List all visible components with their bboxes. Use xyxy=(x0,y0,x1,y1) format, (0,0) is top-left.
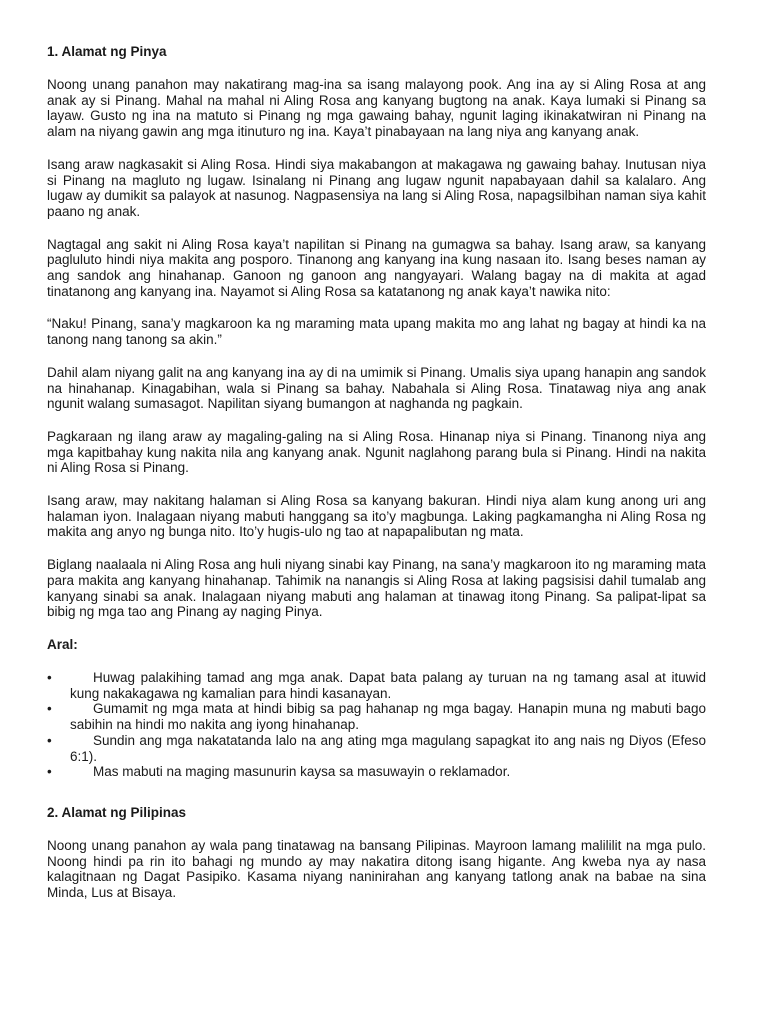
aral-item xyxy=(47,701,706,732)
aral-item xyxy=(47,733,706,764)
paragraph: Isang araw, may nakitang halaman si Aling Rosa sa kanyang bakuran. Hindi niya alam kung anong uri ang halaman iyon. Inalagaan niyang mabuti hanggang sa ito’y magbunga. Laking pagkamangha ni Aling Rosa ng makita ang anyo ng bunga nito. Ito’y hugis-ulo ng tao at napapalibutan ng mata. xyxy=(47,493,706,540)
paragraph: Pagkaraan ng ilang araw ay magaling-galing na si Aling Rosa. Hinanap niya si Pinang. Tinanong niya ang mga kapitbahay kung nakita nila ang kanyang anak. Ngunit naglahong parang bula si Pinang. Hindi na nakita ni Aling Rosa si Pinang. xyxy=(47,428,706,476)
bullet-icon: • xyxy=(47,764,52,780)
aral-text: Huwag palakihing tamad ang mga anak. Dapat bata palang ay turuan na ng tamang asal at ituwid kung nakakagawa ng kamalian para hindi kasanayan. xyxy=(70,669,706,701)
aral-item xyxy=(47,670,706,701)
aral-text: Sundin ang mga nakatatanda lalo na ang ating mga magulang sapagkat ito ang nais ng Diyos (Efeso 6:1). xyxy=(70,732,706,764)
paragraph: Noong unang panahon may nakatirang mag-ina sa isang malayong pook. Ang ina ay si Aling Rosa at ang anak ay si Pinang. Mahal na mahal ni Aling Rosa ang kanyang bugtong na anak. Kaya lumaki si Pinang sa layaw. Gusto ng ina na matuto si Pinang ng mga gawaing bahay, ngunit laging ikinakatwiran ni Pinang na alam na niyang gawin ang mga itinuturo ng ina. Kaya’t pinabayaan na lang niya ang kanyang anak. xyxy=(47,77,706,140)
aral-text: Gumamit ng mga mata at hindi bibig sa pag hahanap ng mga bagay. Hanapin muna ng mabuti bago sabihin na hindi mo nakita ang iyong hinahanap. xyxy=(70,701,706,733)
quote-paragraph: “Naku! Pinang, sana’y magkaroon ka ng maraming mata upang makita mo ang lahat ng bagay at hindi ka na tanong nang tanong sa akin.” xyxy=(47,316,706,348)
bullet-icon: • xyxy=(47,732,52,748)
paragraph: Isang araw nagkasakit si Aling Rosa. Hindi siya makabangon at makagawa ng gawaing bahay. Inutusan niya si Pinang na magluto ng lugaw. Isinalang ni Pinang ang lugaw ngunit napabayaan dahil sa kalalaro. Ang lugaw ay dumikit sa palayok at nasunog. Nagpasensiya na lang si Aling Rosa, napagsilbihan naman siya kahit paano ng anak. xyxy=(47,156,706,219)
section-title: 1. Alamat ng Pinya xyxy=(47,44,167,59)
aral-list xyxy=(47,670,706,780)
paragraph: Biglang naalaala ni Aling Rosa ang huli niyang sinabi kay Pinang, na sana’y magkaroon ito ng maraming mata para makita ang kanyang hinahanap. Tahimik na nanangis si Aling Rosa at laking pagsisisi dahil tumalab ang kanyang sinabi sa anak. Inalagaan niyang mabuti ang halaman at tinawag itong Pinang. Sa palipat-lipat sa bibig ng mga tao ang Pinang ay naging Pinya. xyxy=(47,557,706,620)
bullet-icon: • xyxy=(47,701,52,717)
paragraph: Nagtagal ang sakit ni Aling Rosa kaya’t napilitan si Pinang na gumagwa sa bahay. Isang araw, sa kanyang pagluluto hindi niya makita ang posporo. Tinanong ang kanyang ina kung nasaan ito. Isang beses naman ay ang sandok ang hinahanap. Ganoon ng ganoon ang nangyayari. Walang bagay na di makita at agad tinatanong ang kanyang ina. Nayamot si Aling Rosa sa katatanong ng anak kaya’t nawika nito: xyxy=(47,236,706,299)
aral-item xyxy=(47,764,706,780)
aral-text: Mas mabuti na maging masunurin kaysa sa masuwayin o reklamador. xyxy=(93,764,511,780)
bullet-icon: • xyxy=(47,669,52,685)
paragraph: Dahil alam niyang galit na ang kanyang ina ay di na umimik si Pinang. Umalis siya upang hanapin ang sandok na hinahanap. Kinagabihan, wala si Pinang sa bahay. Nabahala si Aling Rosa. Tinatawag niya ang anak ngunit walang sumasagot. Napilitan siyang bumangon at naghanda ng pagkain. xyxy=(47,364,706,412)
aral-heading: Aral: xyxy=(47,636,78,652)
paragraph: Noong unang panahon ay wala pang tinatawag na bansang Pilipinas. Mayroon lamang malililit na mga pulo. Noong hindi pa rin ito bahagi ng mundo ay may nakatira ditong isang higante. Ang kweba nya ay nasa kalagitnaan ng Dagat Pasipiko. Kasama niyang naninirahan ang kanyang tatlong anak na babae na sina Minda, Lus at Bisaya. xyxy=(47,837,706,901)
section-title: 2. Alamat ng Pilipinas xyxy=(47,804,187,820)
